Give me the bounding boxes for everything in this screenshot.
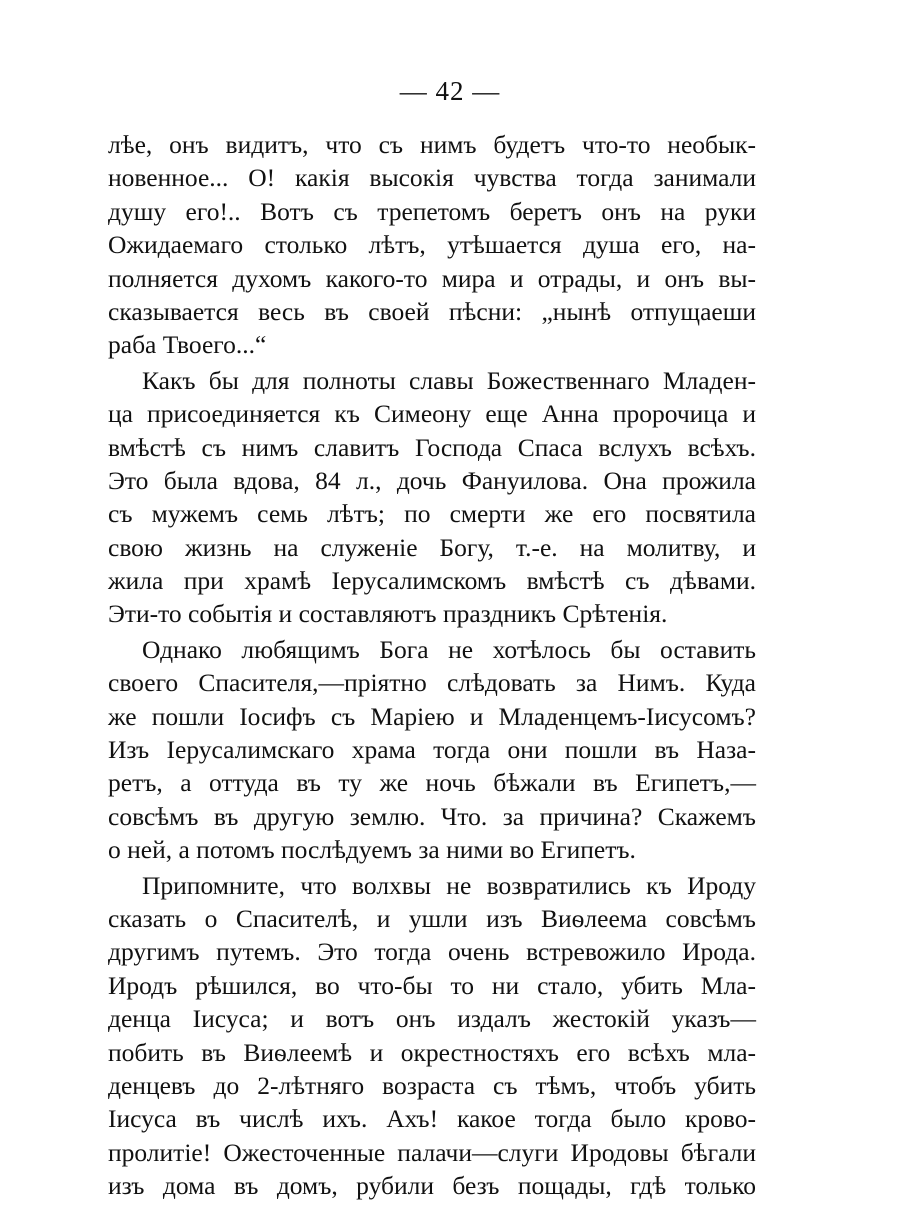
text-line: сказывается весь въ своей пѣсни: „нынѣ отпущаеши [108,296,756,326]
text-line: своего Спасителя,—пріятно слѣдовать за Нимъ. Куда [108,668,756,698]
text-line: Ожидаемаго столько лѣтъ, утѣшается душа его, на- [108,230,756,260]
text-line: пролитіе! Ожесточенные палачи—слуги Иродовы бѣгали [108,1137,756,1167]
text-line: Какъ бы для полноты славы Божественнаго Младен- [142,365,756,395]
text-line: раба Твоего...“ [108,330,267,360]
text-line: Эти-то событія и составляютъ праздникъ Срѣтенія. [108,599,668,629]
text-line: жила при храмѣ Іерусалимскомъ вмѣстѣ съ дѣвами. [108,566,756,596]
text-line: другимъ путемъ. Это тогда очень встревожило Ирода. [108,937,756,967]
text-line: денцевъ до 2-лѣтняго возраста съ тѣмъ, чтобъ убить [108,1070,756,1100]
paragraph [108,128,756,362]
text-line: новенное... О! какія высокія чувства тогда занимали [108,163,756,193]
text-line: свою жизнь на служеніе Богу, т.-е. на молитву, и [108,532,756,562]
text-line: о ней, а потомъ послѣдуемъ за ними во Египетъ. [108,835,636,865]
text-line: лѣе, онъ видитъ, что съ нимъ будетъ что-то необык- [108,130,756,159]
text-line: Это была вдова, 84 л., дочь Фануилова. Она прожила [108,465,756,495]
text-line: Припомните, что волхвы не возвратились къ Ироду [142,870,756,900]
text-line: изъ дома въ домъ, рубили безъ пощады, гдѣ только [108,1171,756,1201]
text-line: же пошли Іосифъ съ Маріею и Младенцемъ-Іисусомъ? [108,701,756,731]
text-line: съ мужемъ семь лѣтъ; по смерти же его посвятила [108,499,756,529]
paragraph [108,364,756,631]
text-line: побить въ Виѳлеемѣ и окрестностяхъ его всѣхъ мла- [108,1037,756,1067]
paragraph [108,869,756,1203]
text-line: вмѣстѣ съ нимъ славитъ Господа Спаса вслухъ всѣхъ. [108,432,756,462]
text-line: душу его!.. Вотъ съ трепетомъ беретъ онъ на руки [108,196,756,226]
text-line: сказать о Спасителѣ, и ушли изъ Виѳлеема совсѣмъ [108,903,756,933]
text-line: Иродъ рѣшился, во что-бы то ни стало, убить Мла- [108,970,756,1000]
text-line: Іисуса въ числѣ ихъ. Ахъ! какое тогда было крово- [108,1104,756,1134]
text-line: Изъ Іерусалимскаго храма тогда они пошли въ Наза- [108,735,756,765]
text-line: полняется духомъ какого-то мира и отрады, и онъ вы- [108,263,756,293]
text-line: ретъ, а оттуда въ ту же ночь бѣжали въ Египетъ,— [108,768,756,798]
paragraph [108,633,756,867]
text-line: совсѣмъ въ другую землю. Что. за причина? Скажемъ [108,801,756,831]
text-line: денца Іисуса; и вотъ онъ издалъ жестокій указъ— [108,1004,756,1034]
page-number: — 42 — [399,76,501,106]
text-line: Однако любящимъ Бога не хотѣлось бы оставить [142,634,756,664]
text-line: ца присоединяется къ Симеону еще Анна пророчица и [108,399,756,429]
body-text [108,128,756,1205]
